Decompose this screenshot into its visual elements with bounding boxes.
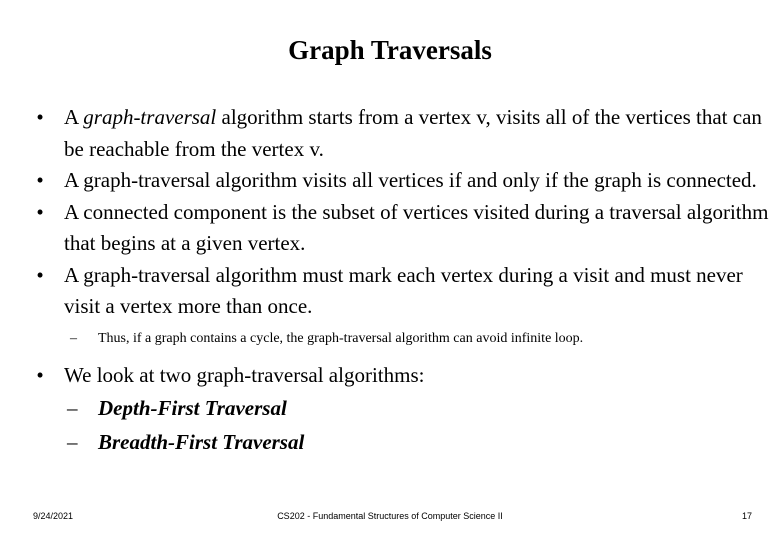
bullet-text: A connected component is the subset of vertices visited during a traversal algorithm that begins at a given vertex.: [64, 199, 769, 255]
bullet-item: [30, 102, 770, 165]
dash-icon: –: [67, 396, 78, 420]
bullet-text: A graph-traversal algorithm must mark each vertex during a visit and must never visit a vertex more than once.: [64, 262, 743, 318]
bullet-text-prefix: A: [64, 105, 84, 129]
bullet-list: [30, 102, 770, 459]
sub-bullet-text: Thus, if a graph contains a cycle, the graph-traversal algorithm can avoid infinite loop.: [98, 330, 584, 346]
dash-icon: –: [67, 430, 78, 454]
bullet-item: [30, 360, 770, 392]
bullet-text-suffix: algorithm starts from a vertex v, visits all of the vertices that can be reachable from the vertex v.: [64, 105, 762, 161]
footer-date: 9/24/2021: [33, 511, 74, 521]
footer-page-number: 17: [741, 511, 752, 521]
bullet-text: We look at two graph-traversal algorithms:: [64, 362, 425, 387]
bullet-dot-icon: •: [36, 362, 44, 387]
bullet-dot-icon: •: [36, 105, 44, 129]
bullet-item: [30, 197, 770, 260]
bullet-item: [30, 165, 770, 197]
slide-title: Graph Traversals: [288, 35, 492, 65]
bullet-dot-icon: •: [36, 199, 44, 224]
bullet-item: [30, 260, 770, 323]
bullet-dot-icon: •: [36, 262, 44, 287]
algorithm-item-breadth-first: [30, 425, 770, 459]
algorithm-name: Breadth-First Traversal: [98, 430, 305, 454]
footer-course: CS202 - Fundamental Structures of Computer Science II: [277, 511, 503, 521]
bullet-text: A graph-traversal algorithm visits all vertices if and only if the graph is connected.: [64, 168, 757, 192]
dash-icon: –: [70, 330, 77, 346]
sub-bullet-item: [30, 328, 770, 350]
algorithm-name: Depth-First Traversal: [98, 396, 287, 420]
bullet-text-italic: graph-traversal: [83, 105, 217, 129]
algorithm-item-depth-first: [30, 391, 770, 425]
bullet-dot-icon: •: [36, 168, 44, 192]
